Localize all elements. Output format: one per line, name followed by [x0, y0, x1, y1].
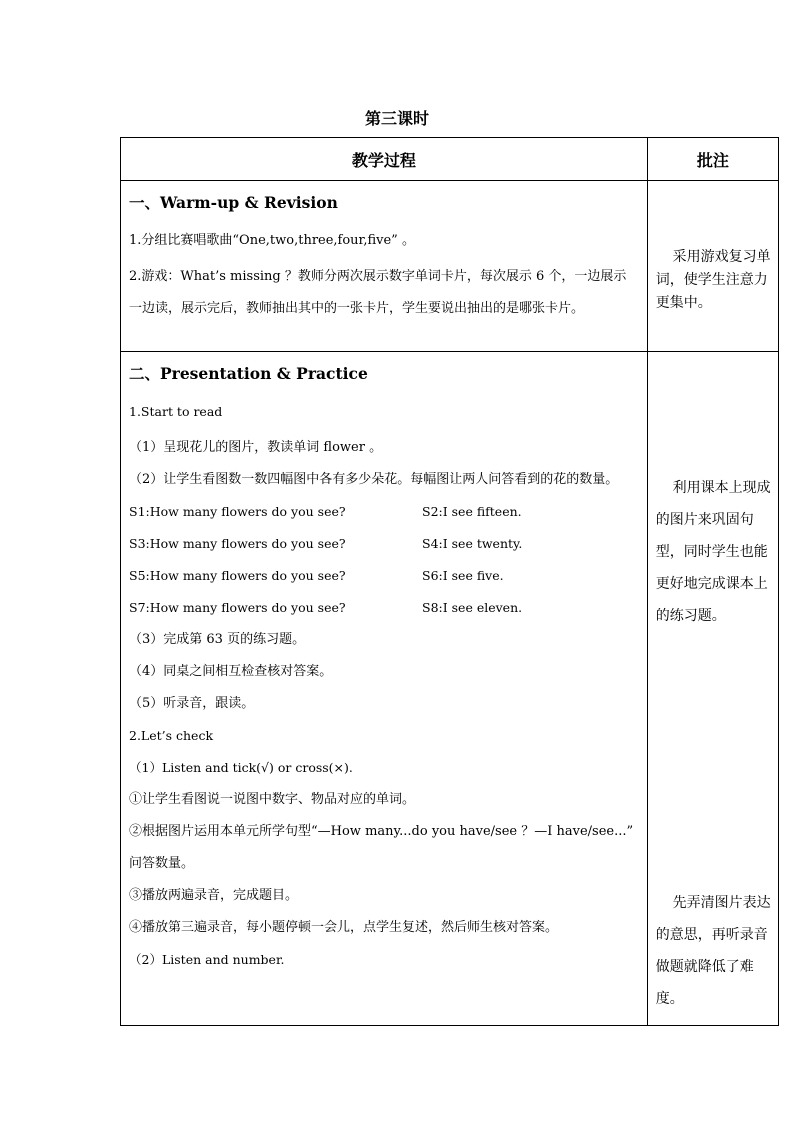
header-process: 教学过程 [121, 138, 648, 181]
section2-step3: （3）完成第 63 页的练习题。 [129, 632, 306, 647]
section2-step2: （2）让学生看图数一数四幅图中各有多少朵花。每幅图让两人问答看到的花的数量。 [129, 472, 619, 487]
section2-step4: （4）同桌之间相互检查核对答案。 [129, 664, 333, 679]
dialog-answer: S2:I see fifteen. [422, 504, 522, 519]
section2-sub2: 2.Let’s check [129, 728, 214, 743]
section2-step1: （1）呈现花儿的图片，教读单词 flower 。 [129, 440, 383, 455]
section1-note: 采用游戏复习单词，使学生注意力更集中。 [655, 248, 771, 311]
check-item1: ①让学生看图说一说图中数字、物品对应的单词。 [129, 792, 416, 807]
section2-note-b: 先弄清图片表达的意思，再听录音做题就降低了难度。 [655, 895, 771, 1007]
section2-note-a: 利用课本上现成的图片来巩固句型，同时学生也能更好地完成课本上的练习题。 [655, 480, 771, 624]
check-step1: （1）Listen and tick(√) or cross(×). [129, 760, 353, 775]
check-item4: ④播放第三遍录音，每小题停顿一会儿，点学生复述，然后师生核对答案。 [129, 920, 559, 935]
section1-note-cell [647, 181, 778, 352]
table-header-row [121, 138, 779, 181]
dialog-question: S1:How many flowers do you see? [129, 504, 346, 519]
page-title: 第三课时 [364, 109, 429, 128]
section1-content [121, 181, 648, 352]
header-notes: 批注 [647, 138, 778, 181]
section2-content [121, 352, 648, 1026]
dialog-question: S5:How many flowers do you see? [129, 568, 346, 583]
dialog-answer: S4:I see twenty. [422, 536, 523, 551]
dialog-answer: S6:I see five. [422, 568, 504, 583]
section2-sub1: 1.Start to read [129, 404, 223, 419]
section2-heading: 二、Presentation & Practice [129, 364, 368, 383]
section2-step5: （5）听录音，跟读。 [129, 696, 255, 711]
section1-heading: 一、Warm-up & Revision [129, 193, 338, 212]
dialog-row [129, 560, 639, 592]
dialog-row [129, 496, 639, 528]
section2-note-cell [647, 352, 778, 1026]
dialog-row [129, 592, 639, 624]
check-step2: （2）Listen and number. [129, 952, 285, 967]
check-item2: ②根据图片运用本单元所学句型“—How many...do you have/see ？—I have/see...” 问答数量。 [129, 824, 634, 871]
section1-line2: 2.游戏：What’s missing ？教师分两次展示数字单词卡片，每次展示 6 个，一边展示一边读，展示完后，教师抽出其中的一张卡片，学生要说出抽出的是哪张卡片。 [129, 269, 627, 316]
section2-row [121, 352, 779, 1026]
dialog-question: S3:How many flowers do you see? [129, 536, 346, 551]
section1-line1: 1.分组比赛唱歌曲“One,two,three,four,five” 。 [129, 233, 415, 248]
dialog-row [129, 528, 639, 560]
check-item3: ③播放两遍录音，完成题目。 [129, 888, 299, 903]
lesson-table [120, 137, 779, 1026]
section1-row [121, 181, 779, 352]
dialog-question: S7:How many flowers do you see? [129, 600, 346, 615]
dialog-answer: S8:I see eleven. [422, 600, 523, 615]
